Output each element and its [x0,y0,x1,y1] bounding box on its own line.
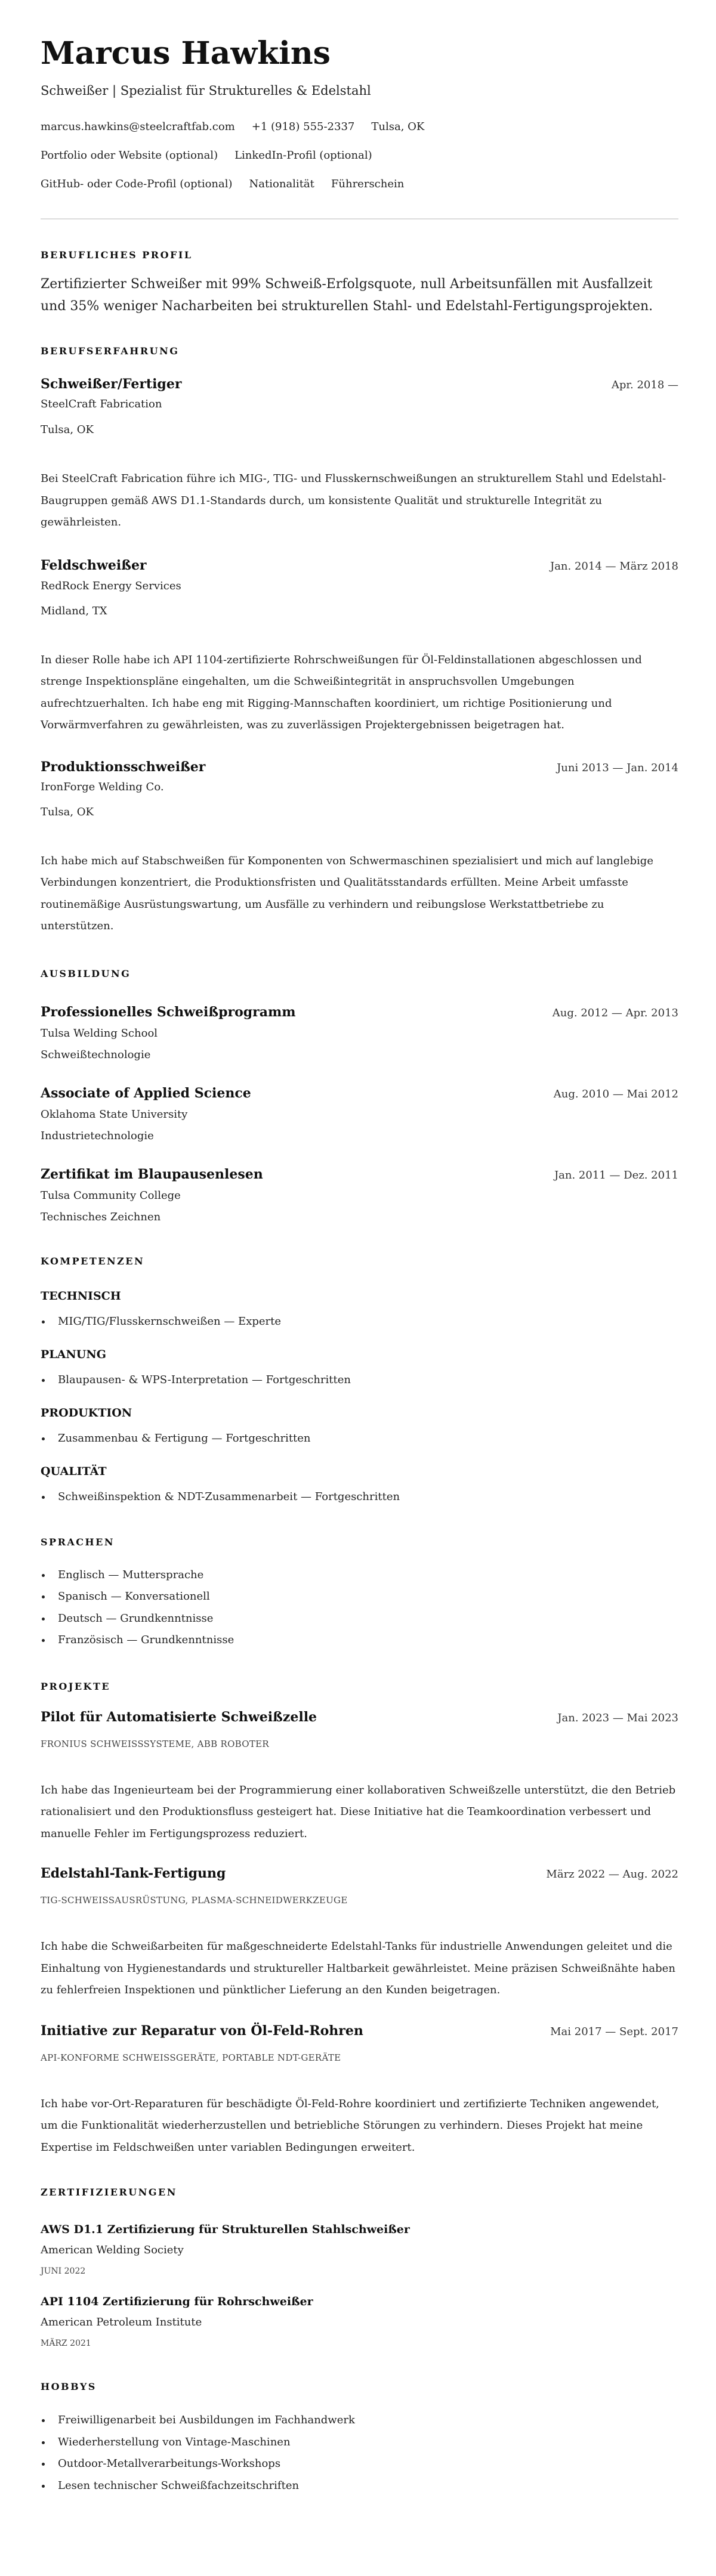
project-entry [41,2022,678,2159]
drivers-license-text: Führerschein [331,178,405,190]
project-entry [41,1708,678,1845]
project-description: Ich habe die Schweißarbeiten für maßgeschneiderte Edelstahl-Tanks für industrielle Anwendungen geleitet und die Einhaltung von Hygienestandards und struktureller Haltbarkeit gewährleistet. Meine präzisen Schweißnähte haben zu fehlerfreien Inspektionen und pünktlicher Lieferung an den Kunden beigetragen. [41,1940,675,1996]
project-description: Ich habe das Ingenieurteam bei der Programmierung einer kollaborativen Schweißzelle unterstützt, die den Betrieb rationalisiert und den Produktionsfluss gesteigert hat. Diese Initiative hat die Teamkoordination verbessert und manuelle Fehler im Fertigungsprozess reduziert. [41,1783,676,1840]
language-item: Spanisch — Konversationell [41,1586,678,1608]
section-heading: ZERTIFIZIERUNGEN [41,2187,177,2198]
hobby-item: Outdoor-Metallverarbeitungs-Workshops [41,2453,678,2475]
project-technologies: FRONIUS SCHWEISSSYSTEME, ABB ROBOTER [41,1738,270,1749]
hobby-item: Lesen technischer Schweißfachzeitschriften [41,2475,678,2497]
job-company: IronForge Welding Co. [41,780,164,793]
contact-row [41,113,678,141]
phone-link[interactable]: +1 (918) 555-2337 [251,120,355,133]
education-section [41,968,678,1226]
contact-info [41,113,678,199]
experience-section [41,345,678,938]
job-entry [41,375,678,534]
profile-section [41,249,678,317]
job-description: Ich habe mich auf Stabschweißen für Komponenten von Schwermaschinen spezialisiert und mich auf langlebige Verbindungen konzentriert, die Produktionsfristen und Qualitätsstandards erfüllten. Meine Arbeit umfasste routinemäßige Ausrüstungswartung, um Ausfälle zu verhindern und reibungslose Werkstattbetriebe zu unterstützen. [41,854,653,932]
language-item: Deutsch — Grundkenntnisse [41,1608,678,1630]
job-entry [41,758,678,938]
section-heading: KOMPETENZEN [41,1255,145,1267]
github-link[interactable]: GitHub- oder Code-Profil (optional) [41,178,233,190]
job-entry [41,556,678,737]
certification-date: JUNI 2022 [41,2266,86,2276]
skills-section [41,1255,678,1506]
language-item: Französisch — Grundkenntnisse [41,1629,678,1652]
degree-title: Associate of Applied Science [41,1085,251,1101]
section-heading: BERUFSERFAHRUNG [41,345,180,357]
job-location: Tulsa, OK [41,805,94,818]
hobbies-section [41,2381,678,2497]
school-name: Tulsa Community College [41,1189,181,1202]
projects-section [41,1681,678,2159]
certification-issuer: American Welding Society [41,2244,184,2256]
degree-title: Zertifikat im Blaupausenlesen [41,1166,263,1182]
field-of-study: Technisches Zeichnen [41,1210,161,1223]
skill-item: MIG/TIG/Flusskernschweißen — Experte [41,1313,678,1331]
location-text: Tulsa, OK [371,120,425,133]
project-description: Ich habe vor-Ort-Reparaturen für beschädigte Öl-Feld-Rohre koordiniert und zertifizierte Techniken angewendet, um die Funktionalität wiederherzustellen und betriebliche Störungen zu verhindern. Dieses Projekt hat meine Expertise im Feldschweißen unter variablen Bedingungen erweitert. [41,2097,659,2154]
project-title: Edelstahl-Tank-Fertigung [41,1866,226,1881]
job-company: SteelCraft Fabrication [41,398,162,410]
linkedin-link[interactable]: LinkedIn-Profil (optional) [234,149,372,162]
hobby-item: Wiederherstellung von Vintage-Maschinen [41,2432,678,2454]
skill-item: Blaupausen- & WPS-Interpretation — Fortgeschritten [41,1371,678,1389]
field-of-study: Industrietechnologie [41,1129,154,1142]
skill-item: Schweißinspektion & NDT-Zusammenarbeit — Fortgeschritten [41,1488,678,1506]
job-location: Midland, TX [41,604,107,617]
education-entry [41,1165,678,1226]
project-technologies: TIG-SCHWEISSAUSRÜSTUNG, PLASMA-SCHNEIDWERKZEUGE [41,1895,348,1906]
contact-row [41,141,678,170]
job-location: Tulsa, OK [41,423,94,436]
skill-category: PRODUKTION [41,1406,132,1420]
certification-title: AWS D1.1 Zertifizierung für Strukturellen Stahlschweißer [41,2223,410,2236]
portfolio-link[interactable]: Portfolio oder Website (optional) [41,149,218,162]
candidate-name: Marcus Hawkins [41,35,331,72]
contact-row [41,170,678,199]
job-description: Bei SteelCraft Fabrication führe ich MIG-, TIG- und Flusskernschweißungen an strukturellem Stahl und Edelstahl-Baugruppen gemäß AWS D1.1-Standards durch, um konsistente Qualität und strukturelle Integrität zu gewährleisten. [41,472,666,528]
project-technologies: API-KONFORME SCHWEISSGERÄTE, PORTABLE NDT-GERÄTE [41,2052,341,2063]
certification-entry [41,2293,678,2350]
education-entry [41,1003,678,1064]
hobby-item: Freiwilligenarbeit bei Ausbildungen im Fachhandwerk [41,2410,678,2432]
certification-issuer: American Petroleum Institute [41,2316,202,2328]
degree-title: Professionelles Schweißprogramm [41,1004,296,1020]
skill-item: Zusammenbau & Fertigung — Fortgeschritten [41,1430,678,1448]
skill-category: PLANUNG [41,1347,106,1361]
profile-summary: Zertifizierter Schweißer mit 99% Schweiß-Erfolgsquote, null Arbeitsunfällen mit Ausfallzeit und 35% weniger Nacharbeiten bei strukturellen Stahl- und Edelstahl-Fertigungsprojekten. [41,277,653,314]
job-company: RedRock Energy Services [41,579,181,592]
job-title: Schweißer/Fertiger [41,376,182,392]
job-date: Apr. 2018 — [611,379,678,391]
certification-entry [41,2221,678,2278]
section-heading: AUSBILDUNG [41,967,131,979]
section-heading: PROJEKTE [41,1680,111,1692]
school-name: Oklahoma State University [41,1108,188,1121]
header-divider [41,218,678,219]
job-description: In dieser Rolle habe ich API 1104-zertifizierte Rohrschweißungen für Öl-Feldinstallationen abgeschlossen und strenge Inspektionspläne eingehalten, um die Schweißintegrität in anspruchsvollen Umgebungen aufrechtzuerhalten. Ich habe eng mit Rigging-Mannschaften koordiniert, um richtige Positionierung und Vorwärmverfahren zu gewährleisten, was zu zuverlässigen Projektergebnissen beigetragen hat. [41,653,642,731]
school-name: Tulsa Welding School [41,1026,158,1040]
project-title: Initiative zur Reparatur von Öl-Feld-Rohren [41,2023,363,2039]
languages-section [41,1536,678,1652]
project-date: Jan. 2023 — Mai 2023 [557,1711,678,1724]
section-heading: SPRACHEN [41,1536,115,1548]
job-date: Jan. 2014 — März 2018 [550,559,678,573]
resume-header [41,36,678,199]
certifications-section [41,2187,678,2350]
project-date: Mai 2017 — Sept. 2017 [550,2025,678,2038]
education-entry [41,1084,678,1145]
language-item: Englisch — Muttersprache [41,1564,678,1587]
education-date: Aug. 2012 — Apr. 2013 [552,1006,678,1019]
candidate-headline: Schweißer | Spezialist für Strukturelles & Edelstahl [41,84,371,98]
project-title: Pilot für Automatisierte Schweißzelle [41,1709,317,1725]
education-date: Aug. 2010 — Mai 2012 [553,1087,678,1100]
certification-date: MÄRZ 2021 [41,2339,91,2348]
nationality-text: Nationalität [249,178,314,190]
project-date: März 2022 — Aug. 2022 [546,1868,678,1881]
education-date: Jan. 2011 — Dez. 2011 [554,1168,678,1182]
certification-title: API 1104 Zertifizierung für Rohrschweißer [41,2295,313,2308]
field-of-study: Schweißtechnologie [41,1048,151,1061]
job-title: Produktionsschweißer [41,759,206,775]
project-entry [41,1864,678,2002]
skill-category: TECHNISCH [41,1289,121,1303]
skill-category: QUALITÄT [41,1464,107,1478]
section-heading: HOBBYS [41,2381,97,2392]
email-link[interactable]: marcus.hawkins@steelcraftfab.com [41,120,235,133]
job-date: Juni 2013 — Jan. 2014 [557,761,678,774]
job-title: Feldschweißer [41,557,147,573]
section-heading: BERUFLICHES PROFIL [41,249,193,261]
